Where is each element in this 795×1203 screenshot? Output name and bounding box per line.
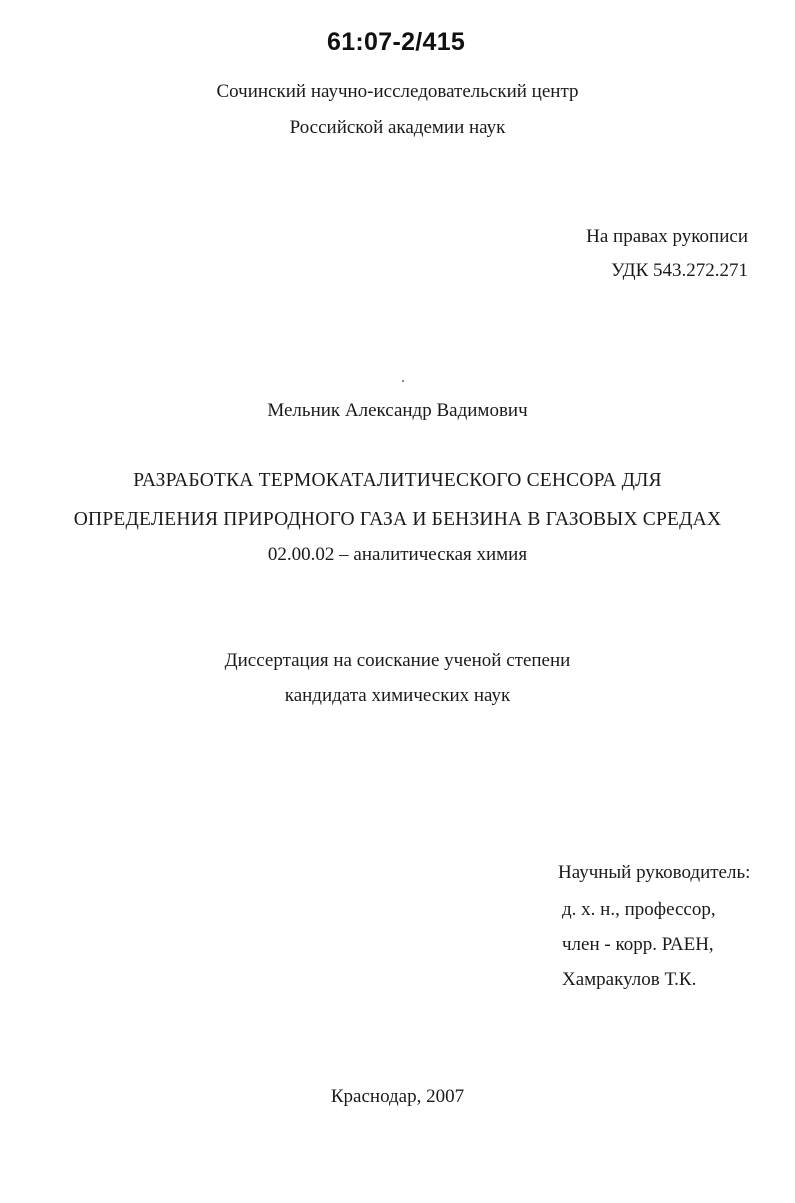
supervisor-membership: член - корр. РАЕН, — [562, 934, 714, 955]
author-name: Мельник Александр Вадимович — [267, 400, 528, 421]
specialty: 02.00.02 – аналитическая химия — [267, 544, 528, 565]
supervisor-name: Хамракулов Т.К. — [562, 969, 697, 990]
title-line-2: ОПРЕДЕЛЕНИЯ ПРИРОДНОГО ГАЗА И БЕНЗИНА В ГАЗОВЫХ СРЕДАХ — [73, 509, 722, 530]
scan-speck — [402, 380, 404, 382]
supervisor-heading: Научный руководитель: — [558, 862, 751, 883]
place-and-year: Краснодар, 2007 — [330, 1086, 465, 1107]
manuscript-rights: На правах рукописи — [586, 226, 748, 247]
udc-code: УДК 543.272.271 — [611, 260, 748, 281]
institution-line-1: Сочинский научно-исследовательский центр — [216, 81, 579, 102]
degree-line-1: Диссертация на соискание ученой степени — [224, 650, 571, 671]
degree-line-2: кандидата химических наук — [284, 685, 511, 706]
archive-stamp: 61:07-2/415 — [327, 28, 466, 56]
supervisor-degree: д. х. н., профессор, — [562, 899, 716, 920]
title-line-1: РАЗРАБОТКА ТЕРМОКАТАЛИТИЧЕСКОГО СЕНСОРА ДЛЯ — [133, 470, 662, 491]
institution-line-2: Российской академии наук — [289, 117, 506, 138]
